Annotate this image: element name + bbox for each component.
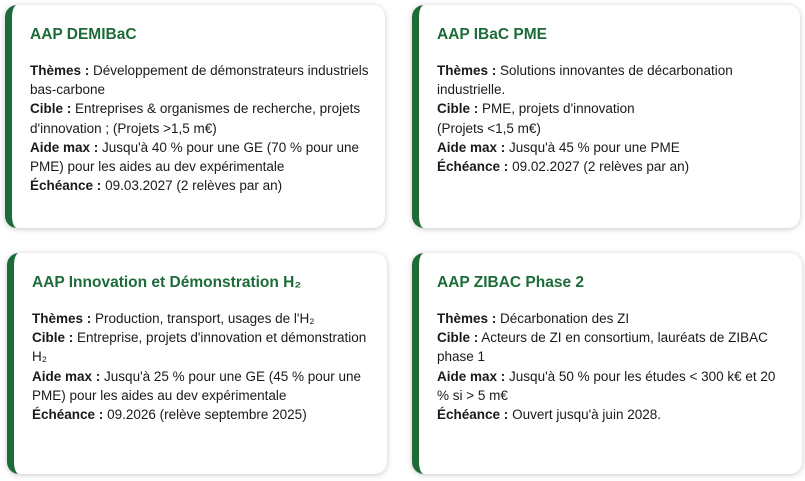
cible-extra: (Projets <1,5 m€)	[437, 120, 541, 136]
card-body	[32, 309, 375, 424]
card-body	[30, 61, 373, 195]
card-zibac-phase-2	[412, 253, 802, 474]
aide-label: Aide max :	[30, 139, 99, 155]
aide-label: Aide max :	[437, 368, 506, 384]
echeance-label: Échéance :	[32, 407, 104, 423]
cible-value: Entreprise, projets d'innovation et démonstration H₂	[32, 330, 367, 365]
card-title: AAP Innovation et Démonstration H₂	[32, 274, 302, 291]
echeance-value: 09.2026 (relève septembre 2025)	[107, 407, 307, 423]
echeance-label: Échéance :	[437, 407, 509, 423]
card-title: AAP DEMIBaC	[30, 26, 137, 43]
aide-value: Jusqu'à 40 % pour une GE (70 % pour une PME) pour les aides au dev expérimentale	[30, 139, 360, 175]
themes-value: Production, transport, usages de l'H₂	[95, 311, 315, 326]
cible-value: PME, projets d'innovation	[482, 101, 635, 117]
themes-label: Thèmes :	[30, 63, 90, 78]
cible-label: Cible :	[30, 101, 72, 117]
aide-label: Aide max :	[437, 139, 506, 155]
cible-label: Cible :	[437, 101, 479, 117]
themes-label: Thèmes :	[437, 311, 497, 326]
cible-label: Cible :	[32, 330, 74, 346]
card-title: AAP ZIBAC Phase 2	[437, 274, 585, 291]
card-title: AAP IBaC PME	[437, 26, 547, 43]
themes-value: Décarbonation des ZI	[500, 311, 630, 326]
card-ibac-pme	[412, 5, 800, 228]
card-demibac	[5, 5, 385, 228]
aide-value: Jusqu'à 45 % pour une PME	[509, 139, 680, 155]
card-innovation-h2	[7, 253, 387, 474]
themes-label: Thèmes :	[32, 311, 92, 326]
themes-value: Développement de démonstrateurs industriels bas-carbone	[30, 63, 369, 98]
themes-value: Solutions innovantes de décarbonation industrielle.	[437, 63, 733, 98]
echeance-value: 09.03.2027 (2 relèves par an)	[105, 178, 283, 194]
echeance-value: Ouvert jusqu'à juin 2028.	[512, 407, 661, 423]
cible-value: Entreprises & organismes de recherche, projets d'innovation ; (Projets >1,5 m€)	[30, 101, 361, 136]
echeance-label: Échéance :	[437, 159, 509, 175]
echeance-value: 09.02.2027 (2 relèves par an)	[512, 159, 690, 175]
aide-label: Aide max :	[32, 368, 101, 384]
cible-value: Acteurs de ZI en consortium, lauréats de ZIBAC phase 1	[437, 330, 768, 365]
themes-label: Thèmes :	[437, 63, 497, 78]
aide-value: Jusqu'à 50 % pour les études < 300 k€ et 20 % si > 5 m€	[437, 368, 776, 403]
echeance-label: Échéance :	[30, 178, 102, 194]
card-body	[437, 61, 788, 176]
card-body	[437, 309, 790, 424]
aide-value: Jusqu'à 25 % pour une GE (45 % pour une PME) pour les aides au dev expérimentale	[32, 368, 362, 403]
cible-label: Cible :	[437, 330, 479, 346]
